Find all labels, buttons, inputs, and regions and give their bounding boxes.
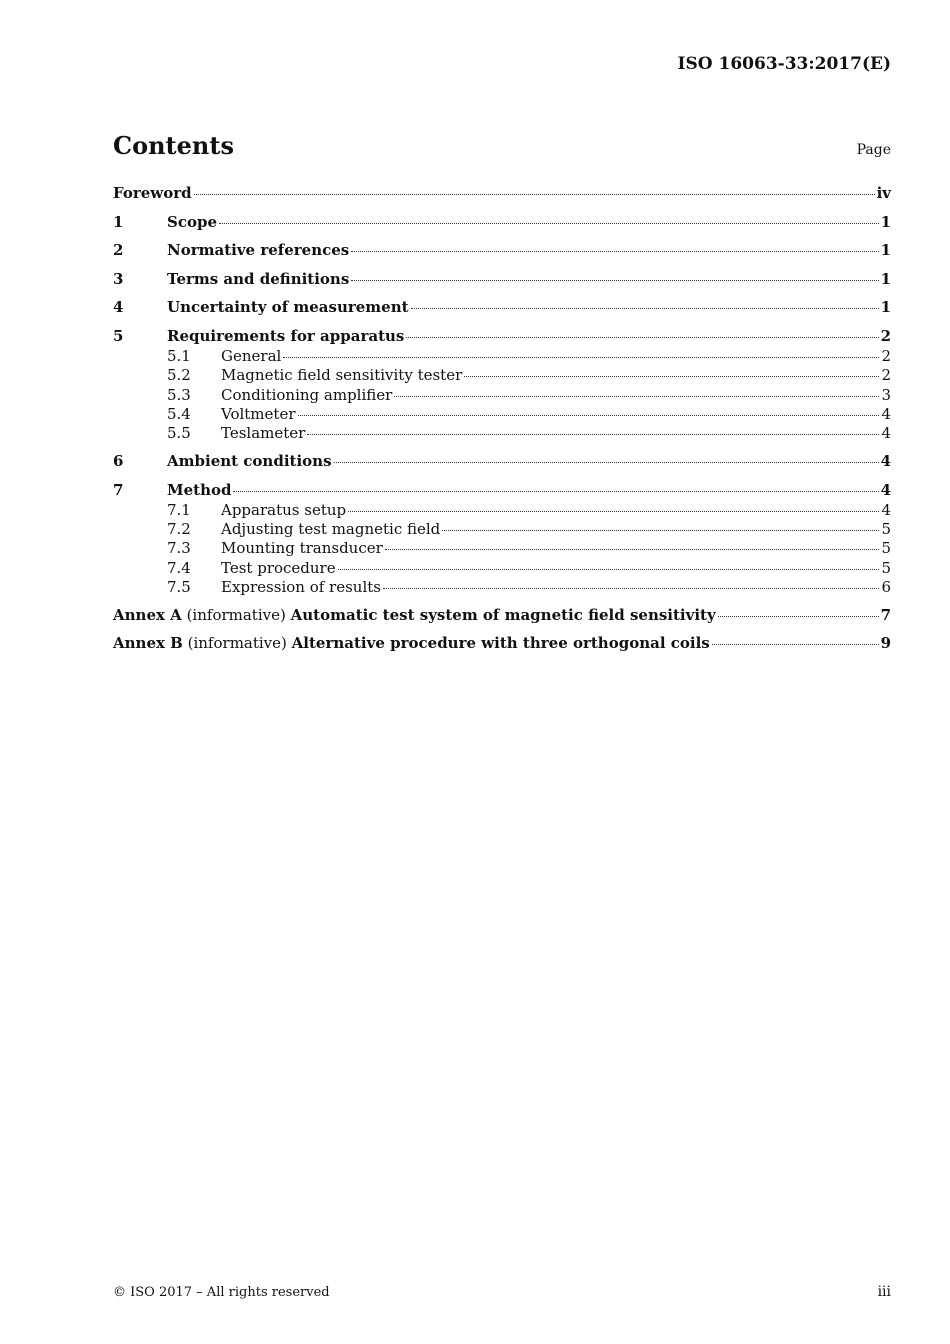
- toc-entry-title: Voltmeter: [221, 404, 296, 423]
- toc-entry-title: Normative references: [167, 241, 350, 260]
- toc-entry-requirements-apparatus[interactable]: [113, 327, 891, 347]
- toc-entry-ambient-conditions[interactable]: [113, 452, 891, 472]
- toc-entry-title: Requirements for apparatus: [167, 326, 405, 345]
- toc-entry-number: 7.1: [167, 500, 191, 519]
- toc-entry-page: 4: [880, 480, 891, 499]
- toc-subentry-conditioning-amplifier[interactable]: [113, 386, 891, 405]
- dot-leader: [351, 251, 878, 252]
- toc-entry-title: Terms and definitions: [167, 269, 350, 288]
- dot-leader: [194, 194, 875, 195]
- toc-entry-page: 1: [880, 269, 891, 288]
- toc-entry-terms-definitions[interactable]: [113, 270, 891, 290]
- toc-entry-annex-b[interactable]: [113, 634, 891, 654]
- toc-entry-page: 5: [881, 519, 891, 538]
- toc-entry-annex-a[interactable]: [113, 606, 891, 626]
- toc-entry-title: Scope: [167, 212, 218, 231]
- toc-entry-page: 1: [880, 212, 891, 231]
- toc-entry-page: 4: [881, 500, 891, 519]
- toc-entry-title: Ambient conditions: [167, 452, 332, 471]
- page-title: Contents: [113, 131, 234, 160]
- toc-subentry-general[interactable]: [113, 347, 891, 366]
- dot-leader: [718, 616, 879, 617]
- toc-entry-title: Uncertainty of measurement: [167, 298, 409, 317]
- toc-subentry-expression-results[interactable]: [113, 578, 891, 597]
- toc-entry-title: Automatic test system of magnetic field sensitivity: [290, 605, 716, 624]
- toc-entry-number: 7.3: [167, 539, 191, 558]
- toc-entry-page: 7: [880, 605, 891, 624]
- toc-entry-title: Method: [167, 480, 232, 499]
- annex-label: Annex A: [113, 605, 182, 624]
- toc-entry-page: 2: [881, 346, 891, 365]
- toc-entry-page: 1: [880, 298, 891, 317]
- toc-entry-number: 7.5: [167, 577, 191, 596]
- toc-entry-page: 2: [880, 326, 891, 345]
- toc-entry-number: 3: [113, 269, 124, 288]
- toc-entry-title: Alternative procedure with three orthogonal coils: [291, 634, 710, 653]
- dot-leader: [464, 376, 879, 377]
- toc-subentry-sensitivity-tester[interactable]: [113, 366, 891, 385]
- dot-leader: [411, 308, 879, 309]
- annex-type: (informative): [187, 634, 287, 653]
- toc-entry-page: 9: [880, 634, 891, 653]
- toc-entry-title: General: [221, 346, 282, 365]
- dot-leader: [442, 530, 879, 531]
- dot-leader: [406, 337, 878, 338]
- table-of-contents: [113, 184, 891, 654]
- toc-entry-page: 5: [881, 539, 891, 558]
- dot-leader: [283, 357, 879, 358]
- dot-leader: [394, 396, 879, 397]
- toc-subentry-voltmeter[interactable]: [113, 405, 891, 424]
- copyright-notice: © ISO 2017 – All rights reserved: [113, 1285, 330, 1300]
- toc-entry-title: Conditioning amplifier: [221, 385, 393, 404]
- toc-entry-number: 5.1: [167, 346, 191, 365]
- dot-leader: [351, 280, 878, 281]
- toc-subentry-apparatus-setup[interactable]: [113, 501, 891, 520]
- dot-leader: [338, 569, 880, 570]
- toc-entry-page: iv: [876, 184, 891, 202]
- toc-entry-page: 3: [881, 385, 891, 404]
- toc-entry-method[interactable]: [113, 481, 891, 501]
- dot-leader: [348, 511, 879, 512]
- toc-entry-title: Mounting transducer: [221, 539, 383, 558]
- annex-label: Annex B: [113, 634, 183, 653]
- toc-entry-number: 5.2: [167, 366, 191, 385]
- toc-entry-title: Foreword: [113, 184, 192, 202]
- dot-leader: [298, 415, 880, 416]
- toc-entry-page: 6: [881, 577, 891, 596]
- dot-leader: [307, 434, 879, 435]
- toc-entry-number: 4: [113, 298, 124, 317]
- dot-leader: [219, 223, 879, 224]
- toc-entry-title: Apparatus setup: [221, 500, 347, 519]
- dot-leader: [233, 491, 878, 492]
- toc-entry-page: 4: [881, 424, 891, 443]
- dot-leader: [334, 462, 879, 463]
- toc-entry-title: Adjusting test magnetic field: [221, 519, 441, 538]
- toc-entry-page: 4: [880, 452, 891, 471]
- dot-leader: [385, 549, 880, 550]
- page-number: iii: [877, 1284, 891, 1300]
- toc-entry-number: 2: [113, 241, 124, 260]
- toc-entry-normative-references[interactable]: [113, 241, 891, 261]
- toc-entry-number: 7: [113, 480, 124, 499]
- toc-entry-title: Magnetic field sensitivity tester: [221, 366, 463, 385]
- toc-entry-page: 2: [881, 366, 891, 385]
- toc-entry-number: 5.5: [167, 424, 191, 443]
- page-column-label: Page: [856, 142, 891, 158]
- dot-leader: [712, 644, 879, 645]
- document-id: ISO 16063-33:2017(E): [677, 54, 891, 74]
- toc-entry-uncertainty[interactable]: [113, 298, 891, 318]
- toc-entry-title: Teslameter: [221, 424, 306, 443]
- toc-entry-number: 5.3: [167, 385, 191, 404]
- toc-entry-foreword[interactable]: [113, 184, 891, 204]
- toc-entry-title: Test procedure: [221, 558, 336, 577]
- toc-subentry-test-procedure[interactable]: [113, 559, 891, 578]
- toc-entry-page: 5: [881, 558, 891, 577]
- toc-subentry-teslameter[interactable]: [113, 424, 891, 443]
- toc-entry-number: 6: [113, 452, 124, 471]
- toc-entry-title: Expression of results: [221, 577, 381, 596]
- toc-entry-number: 5.4: [167, 404, 191, 423]
- toc-entry-number: 7.2: [167, 519, 191, 538]
- toc-entry-number: 1: [113, 212, 124, 231]
- toc-entry-scope[interactable]: [113, 213, 891, 233]
- toc-subentry-mounting-transducer[interactable]: [113, 539, 891, 558]
- toc-entry-number: 7.4: [167, 558, 191, 577]
- toc-entry-page: 4: [881, 404, 891, 423]
- toc-subentry-adjusting-field[interactable]: [113, 520, 891, 539]
- toc-entry-page: 1: [880, 241, 891, 260]
- dot-leader: [383, 588, 879, 589]
- toc-entry-number: 5: [113, 326, 124, 345]
- annex-type: (informative): [186, 605, 286, 624]
